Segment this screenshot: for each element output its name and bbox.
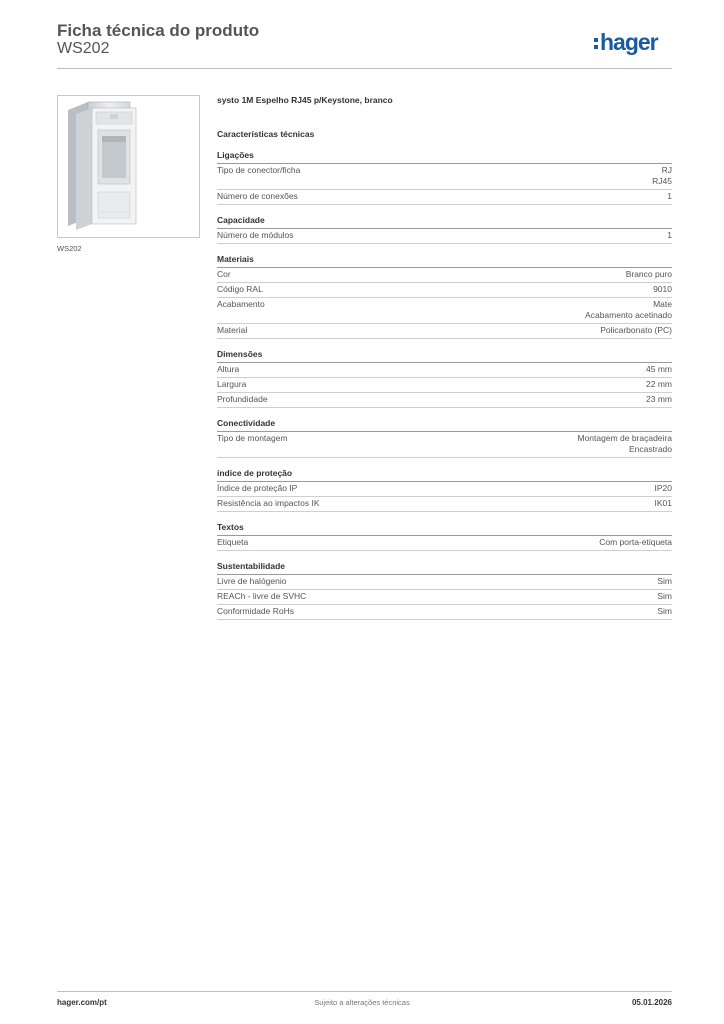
spec-label: Resistência ao impactos IK bbox=[217, 498, 320, 508]
section-heading: Materiais bbox=[217, 254, 672, 268]
spec-label: Profundidade bbox=[217, 394, 268, 404]
spec-row bbox=[217, 268, 672, 283]
spec-row bbox=[217, 536, 672, 551]
spec-row bbox=[217, 575, 672, 590]
spec-label: Largura bbox=[217, 379, 247, 389]
spec-label: Livre de halógenio bbox=[217, 576, 287, 586]
spec-row bbox=[217, 283, 672, 298]
product-title: systo 1M Espelho RJ45 p/Keystone, branco bbox=[217, 95, 393, 105]
spec-label: REACh - livre de SVHC bbox=[217, 591, 307, 601]
hager-logo bbox=[594, 29, 674, 57]
spec-value: RJ RJ45 bbox=[652, 165, 672, 186]
footer-date: 05.01.2026 bbox=[631, 998, 672, 1007]
spec-label: Material bbox=[217, 325, 248, 335]
spec-value: 45 mm bbox=[646, 364, 672, 374]
spec-row bbox=[217, 497, 672, 512]
section-heading: Ligações bbox=[217, 150, 672, 164]
page-title: Ficha técnica do produto bbox=[57, 21, 260, 40]
tech-section-title: Características técnicas bbox=[217, 129, 315, 139]
spec-value: 9010 bbox=[653, 284, 672, 294]
header-divider bbox=[57, 68, 672, 69]
svg-text:hager: hager bbox=[600, 29, 658, 55]
spec-row bbox=[217, 605, 672, 620]
spec-section bbox=[217, 150, 672, 205]
spec-section bbox=[217, 468, 672, 512]
spec-section bbox=[217, 215, 672, 244]
footer-divider bbox=[57, 991, 672, 992]
spec-value: Sim bbox=[657, 576, 672, 586]
spec-row bbox=[217, 164, 672, 190]
section-heading: Conectividade bbox=[217, 418, 672, 432]
image-caption: WS202 bbox=[57, 244, 82, 253]
spec-row bbox=[217, 482, 672, 497]
section-heading: Textos bbox=[217, 522, 672, 536]
spec-label: Número de conexões bbox=[217, 191, 298, 201]
spec-value: IK01 bbox=[654, 498, 672, 508]
spec-value: 22 mm bbox=[646, 379, 672, 389]
spec-value: Com porta-etiqueta bbox=[599, 537, 672, 547]
product-image bbox=[57, 95, 200, 238]
spec-value: Sim bbox=[657, 606, 672, 616]
spec-value: Montagem de braçadeira Encastrado bbox=[577, 433, 672, 454]
spec-sections bbox=[217, 150, 672, 620]
spec-row bbox=[217, 229, 672, 244]
spec-value: Policarbonato (PC) bbox=[600, 325, 672, 335]
spec-label: Número de módulos bbox=[217, 230, 294, 240]
spec-value: 23 mm bbox=[646, 394, 672, 404]
spec-label: Tipo de montagem bbox=[217, 433, 288, 443]
spec-row bbox=[217, 298, 672, 324]
spec-row bbox=[217, 378, 672, 393]
spec-label: Etiqueta bbox=[217, 537, 249, 547]
spec-section bbox=[217, 522, 672, 551]
spec-row bbox=[217, 590, 672, 605]
spec-section bbox=[217, 418, 672, 458]
spec-value: 1 bbox=[667, 191, 672, 201]
spec-value: Mate Acabamento acetinado bbox=[585, 299, 672, 320]
spec-section bbox=[217, 254, 672, 339]
spec-row bbox=[217, 363, 672, 378]
spec-label: Altura bbox=[217, 364, 240, 374]
spec-label: Código RAL bbox=[217, 284, 263, 294]
spec-value: IP20 bbox=[654, 483, 672, 493]
spec-label: Índice de proteção IP bbox=[217, 483, 298, 493]
spec-value: Sim bbox=[657, 591, 672, 601]
section-heading: Dimensões bbox=[217, 349, 672, 363]
spec-label: Tipo de conector/ficha bbox=[217, 165, 301, 175]
footer-disclaimer: Sujeito a alterações técnicas bbox=[314, 998, 410, 1007]
spec-section bbox=[217, 349, 672, 408]
spec-row bbox=[217, 324, 672, 339]
spec-row bbox=[217, 432, 672, 458]
spec-panel bbox=[217, 95, 672, 620]
spec-value: Branco puro bbox=[625, 269, 672, 279]
spec-row bbox=[217, 190, 672, 205]
spec-value: 1 bbox=[667, 230, 672, 240]
spec-label: Conformidade RoHs bbox=[217, 606, 295, 616]
product-code: WS202 bbox=[57, 40, 110, 57]
section-heading: Sustentabilidade bbox=[217, 561, 672, 575]
section-heading: índice de proteção bbox=[217, 468, 672, 482]
spec-row bbox=[217, 393, 672, 408]
footer-website: hager.com/pt bbox=[57, 998, 107, 1007]
spec-section bbox=[217, 561, 672, 620]
spec-label: Cor bbox=[217, 269, 231, 279]
product-illustration bbox=[58, 96, 199, 237]
section-heading: Capacidade bbox=[217, 215, 672, 229]
spec-label: Acabamento bbox=[217, 299, 265, 309]
